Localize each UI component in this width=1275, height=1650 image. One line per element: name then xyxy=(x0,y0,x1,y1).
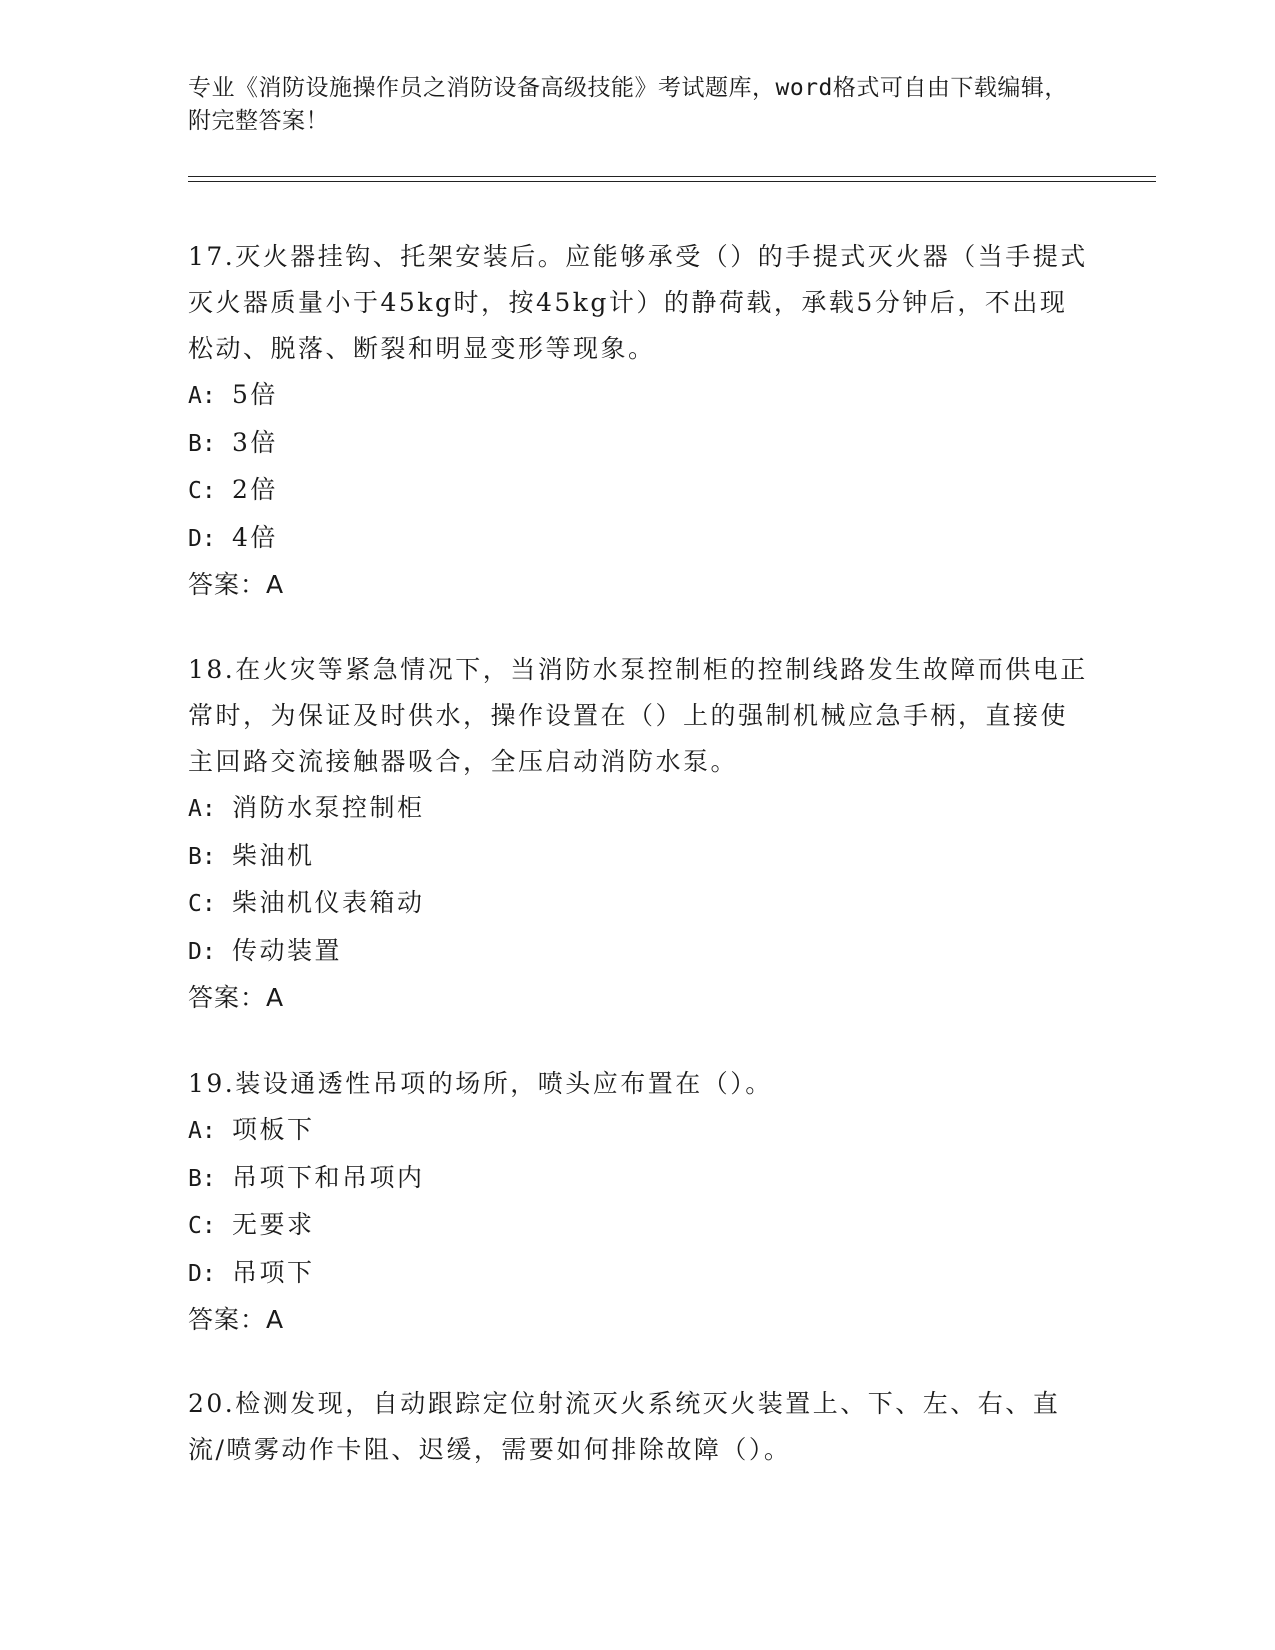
option-text: 消防水泵控制柜 xyxy=(232,793,425,822)
option-key: C: xyxy=(188,891,216,917)
option-b xyxy=(188,833,1088,881)
option-text: 传动装置 xyxy=(232,935,343,965)
question-stem: 18.在火灾等紧急情况下，当消防水泵控制柜的控制线路发生故障而供电正常时，为保证及时供水，操作设置在（）上的强制机械应急手柄，直接使主回路交流接触器吸合，全压启动消防水泵。 xyxy=(188,655,1088,776)
option-text: 吊项下 xyxy=(232,1257,315,1287)
option-key: A: xyxy=(188,383,216,409)
option-c xyxy=(188,1202,1088,1250)
option-key: D: xyxy=(188,938,216,965)
option-key: B: xyxy=(188,843,216,870)
option-key: D: xyxy=(188,1260,216,1287)
question-20 xyxy=(188,1381,1088,1473)
option-text: 5倍 xyxy=(232,380,278,409)
option-text: 4倍 xyxy=(232,522,278,552)
option-text: 3倍 xyxy=(232,427,278,457)
option-d xyxy=(188,928,1088,976)
option-a xyxy=(188,785,1088,833)
option-text: 柴油机仪表箱动 xyxy=(232,888,425,917)
answer-line: 答案：A xyxy=(188,1305,285,1334)
question-stem: 19.装设通透性吊项的场所，喷头应布置在（）。 xyxy=(188,1069,773,1098)
option-a xyxy=(188,372,1088,420)
option-key: B: xyxy=(188,1165,216,1192)
header-divider-top xyxy=(188,176,1156,177)
option-text: 柴油机 xyxy=(232,840,315,870)
question-stem: 20.检测发现，自动跟踪定位射流灭火系统灭火装置上、下、左、右、直流/喷雾动作卡阻、迟缓，需要如何排除故障（）。 xyxy=(188,1389,1061,1464)
option-key: B: xyxy=(188,430,216,457)
option-a xyxy=(188,1107,1088,1155)
option-d xyxy=(188,1250,1088,1298)
option-key: D: xyxy=(188,525,216,552)
option-text: 无要求 xyxy=(232,1210,315,1239)
option-b xyxy=(188,420,1088,468)
option-c xyxy=(188,880,1088,928)
answer-line: 答案：A xyxy=(188,570,285,599)
answer-line: 答案：A xyxy=(188,983,285,1012)
header-divider-bottom xyxy=(188,181,1156,182)
option-key: A: xyxy=(188,796,216,822)
question-17 xyxy=(188,234,1088,608)
option-text: 2倍 xyxy=(232,475,278,504)
option-c xyxy=(188,467,1088,515)
option-key: C: xyxy=(188,1213,216,1239)
option-key: C: xyxy=(188,478,216,504)
document-header: 专业《消防设施操作员之消防设备高级技能》考试题库，word格式可自由下载编辑，附完整答案！ xyxy=(188,75,1068,134)
option-text: 吊项下和吊项内 xyxy=(232,1162,425,1192)
question-19 xyxy=(188,1061,1088,1343)
option-d xyxy=(188,515,1088,563)
option-b xyxy=(188,1155,1088,1203)
question-stem: 17.灭火器挂钩、托架安装后。应能够承受（）的手提式灭火器（当手提式灭火器质量小于45kg时，按45kg计）的静荷载，承载5分钟后，不出现松动、脱落、断裂和明显变形等现象。 xyxy=(188,242,1088,363)
question-18 xyxy=(188,647,1088,1021)
option-text: 项板下 xyxy=(232,1115,315,1144)
option-key: A: xyxy=(188,1118,216,1144)
